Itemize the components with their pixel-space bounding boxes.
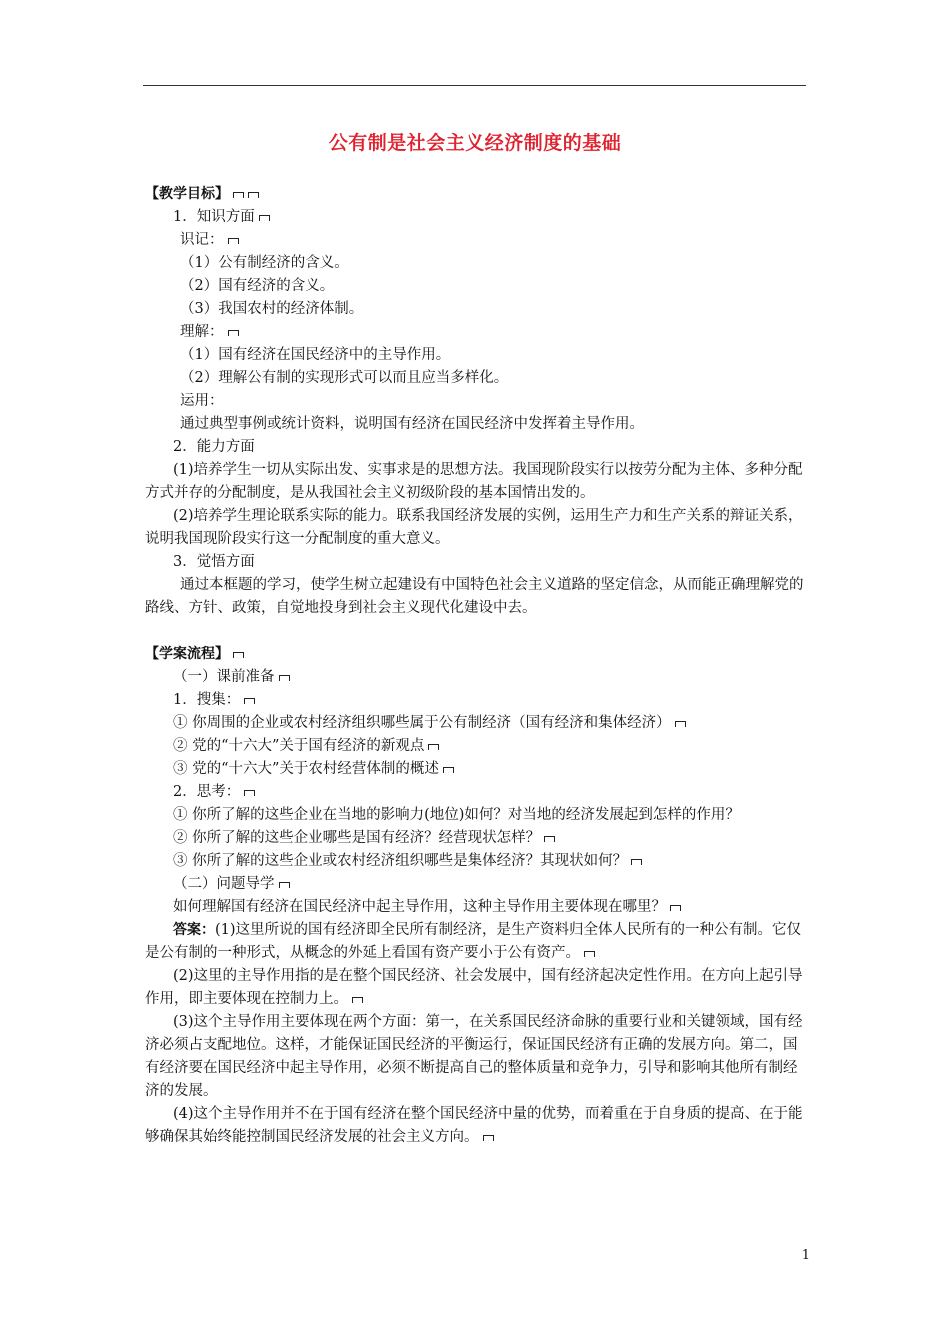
paragraph-mark-icon <box>428 744 439 750</box>
guide-question: 如何理解国有经济在国民经济中起主导作用，这种主导作用主要体现在哪里？ <box>145 896 807 919</box>
knowledge-heading: 1．知识方面 <box>145 206 807 229</box>
paragraph-mark-icon <box>670 905 681 911</box>
prep-heading: （一）课前准备 <box>145 666 807 689</box>
ability-heading: 2．能力方面 <box>173 439 255 455</box>
paragraph-mark-icon <box>228 238 239 244</box>
paragraph-mark-icon <box>244 790 255 796</box>
think-label: 2．思考： <box>145 781 807 804</box>
think-item: ③ 你所了解的这些企业或农村经济组织哪些是集体经济？其现状如何？ <box>145 850 807 873</box>
ability-paragraph: (2)培养学生理论联系实际的能力。联系我国经济发展的实例，运用生产力和生产关系的辩证关系，说明我国现阶段实行这一分配制度的重大意义。 <box>145 508 803 547</box>
paragraph-mark-icon <box>631 859 642 865</box>
header-rule <box>143 85 806 86</box>
paragraph-mark-icon <box>233 192 244 198</box>
paragraph-mark-icon <box>544 836 555 842</box>
think-item: ① 你所了解的这些企业在当地的影响力(地位)如何？对当地的经济发展起到怎样的作用？ <box>173 807 740 823</box>
document-body <box>145 183 807 1149</box>
collect-item: ② 党的“十六大”关于国有经济的新观点 <box>145 735 807 758</box>
answer-paragraph: (4)这个主导作用并不在于国有经济在整个国民经济中量的优势，而着重在于自身质的提高、在于能够确保其始终能控制国民经济发展的社会主义方向。 <box>145 1106 803 1145</box>
apply-text: 通过典型事例或统计资料，说明国有经济在国民经济中发挥着主导作用。 <box>180 416 644 432</box>
memorize-item: （3）我国农村的经济体制。 <box>180 301 364 317</box>
section-heading-goals: 【教学目标】 <box>145 183 807 206</box>
paragraph-mark-icon <box>483 1135 494 1141</box>
section-heading-flow: 【学案流程】 <box>145 643 807 666</box>
paragraph-mark-icon <box>352 997 363 1003</box>
paragraph-mark-icon <box>584 951 595 957</box>
understand-label: 理解： <box>145 321 807 344</box>
memorize-item: （1）公有制经济的含义。 <box>180 255 349 271</box>
paragraph-mark-icon <box>248 192 259 198</box>
collect-label: 1．搜集： <box>145 689 807 712</box>
document-title: 公有制是社会主义经济制度的基础 <box>328 132 622 154</box>
paragraph-mark-icon <box>233 652 244 658</box>
understand-item: （2）理解公有制的实现形式可以而且应当多样化。 <box>180 370 509 386</box>
think-item: ② 你所了解的这些企业哪些是国有经济？经营现状怎样？ <box>145 827 807 850</box>
answer-paragraph: (3)这个主导作用主要体现在两个方面：第一，在关系国民经济命脉的重要行业和关键领域，国有经济必须占支配地位。这样，才能保证国民经济的平衡运行，保证国民经济有正确的发展方向。第二，国有经济要在国民经济中起主导作用，必须不断提高自己的整体质量和竞争力，引导和影响其他所有制经济的发展。 <box>145 1014 803 1099</box>
paragraph-mark-icon <box>443 767 454 773</box>
paragraph-mark-icon <box>244 698 255 704</box>
answer-paragraph: (2)这里的主导作用指的是在整个国民经济、社会发展中，国有经济起决定性作用。在方向上起引导作用，即主要体现在控制力上。 <box>145 968 803 1007</box>
paragraph-mark-icon <box>259 215 270 221</box>
memorize-item: （2）国有经济的含义。 <box>180 278 335 294</box>
awareness-paragraph: 通过本框题的学习，使学生树立起建设有中国特色社会主义道路的坚定信念，从而能正确理解党的路线、方针、政策，自觉地投身到社会主义现代化建设中去。 <box>145 577 804 616</box>
paragraph-mark-icon <box>228 330 239 336</box>
memorize-label: 识记： <box>145 229 807 252</box>
answer-label: 答案： <box>173 922 215 938</box>
paragraph-mark-icon <box>675 721 686 727</box>
ability-paragraph: (1)培养学生一切从实际出发、实事求是的思想方法。我国现阶段实行以按劳分配为主体、多种分配方式并存的分配制度，是从我国社会主义初级阶段的基本国情出发的。 <box>145 462 803 501</box>
apply-label: 运用： <box>180 393 224 409</box>
paragraph-mark-icon <box>279 675 290 681</box>
understand-item: （1）国有经济在国民经济中的主导作用。 <box>180 347 451 363</box>
paragraph-mark-icon <box>279 882 290 888</box>
guide-heading: （二）问题导学 <box>145 873 807 896</box>
collect-item: ① 你周围的企业或农村经济组织哪些属于公有制经济（国有经济和集体经济） <box>145 712 807 735</box>
collect-item: ③ 党的“十六大”关于农村经营体制的概述 <box>145 758 807 781</box>
awareness-heading: 3．觉悟方面 <box>173 554 255 570</box>
answer-paragraph: 答案：(1)这里所说的国有经济即全民所有制经济，是生产资料归全体人民所有的一种公有制。它仅是公有制的一种形式，从概念的外延上看国有资产要小于公有资产。 <box>145 922 802 961</box>
page-number: 1 <box>801 1248 810 1263</box>
